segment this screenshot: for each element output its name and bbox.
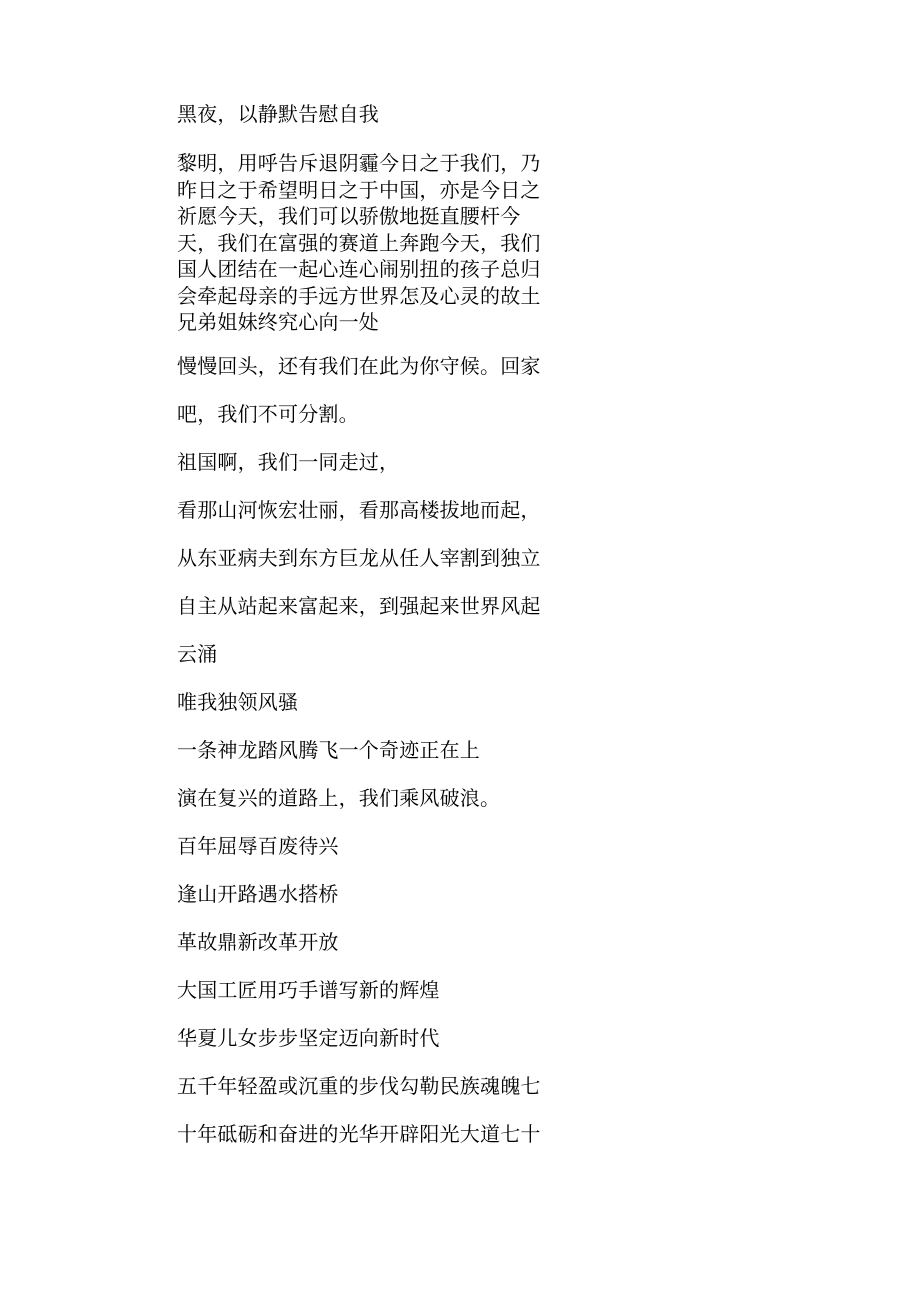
paragraph-line: 唯我独领风骚 xyxy=(177,690,299,714)
paragraph-line: 慢慢回头，还有我们在此为你守候。回家 xyxy=(177,354,541,378)
paragraph-line: 一条神龙踏风腾飞一个奇迹正在上 xyxy=(177,738,480,762)
paragraph-line: 大国工匠用巧手谱写新的辉煌 xyxy=(177,978,440,1002)
paragraph-line: 国人团结在一起心连心闹别扭的孩子总归 xyxy=(177,257,541,281)
paragraph-line: 看那山河恢宏壮丽，看那高楼拔地而起， xyxy=(177,498,541,522)
paragraph-line: 会牵起母亲的手远方世界怎及心灵的故土 xyxy=(177,283,541,308)
paragraph-line: 百年屈辱百废待兴 xyxy=(177,834,339,858)
paragraph-line: 革故鼎新改革开放 xyxy=(177,930,339,954)
paragraph-line: 从东亚病夫到东方巨龙从任人宰割到独立 xyxy=(177,546,541,570)
paragraph-line: 十年砥砺和奋进的光华开辟阳光大道七十 xyxy=(177,1122,541,1146)
paragraph-line: 祈愿今天，我们可以骄傲地挺直腰杆今 xyxy=(177,204,521,228)
paragraph-line: 吧，我们不可分割。 xyxy=(177,402,359,426)
paragraph-line: 华夏儿女步步坚定迈向新时代 xyxy=(177,1026,440,1050)
paragraph-line: 自主从站起来富起来，到强起来世界风起 xyxy=(177,594,541,618)
paragraph-line: 五千年轻盈或沉重的步伐勾勒民族魂魄七 xyxy=(177,1074,541,1098)
paragraph-line: 祖国啊，我们一同走过， xyxy=(177,450,400,474)
paragraph-line: 逢山开路遇水搭桥 xyxy=(177,882,339,906)
paragraph-line: 昨日之于希望明日之于中国，亦是今日之 xyxy=(177,177,541,202)
paragraph-line: 兄弟姐妹终究心向一处 xyxy=(177,310,379,334)
paragraph-line: 云涌 xyxy=(177,642,218,666)
paragraph-line: 黑夜，以静默告慰自我 xyxy=(177,102,379,126)
paragraph-line: 黎明，用呼告斥退阴霾今日之于我们，乃 xyxy=(177,151,541,175)
paragraph-block xyxy=(177,150,557,336)
paragraph-line: 天，我们在富强的赛道上奔跑今天，我们 xyxy=(177,230,541,255)
paragraph-line: 演在复兴的道路上，我们乘风破浪。 xyxy=(177,786,501,810)
